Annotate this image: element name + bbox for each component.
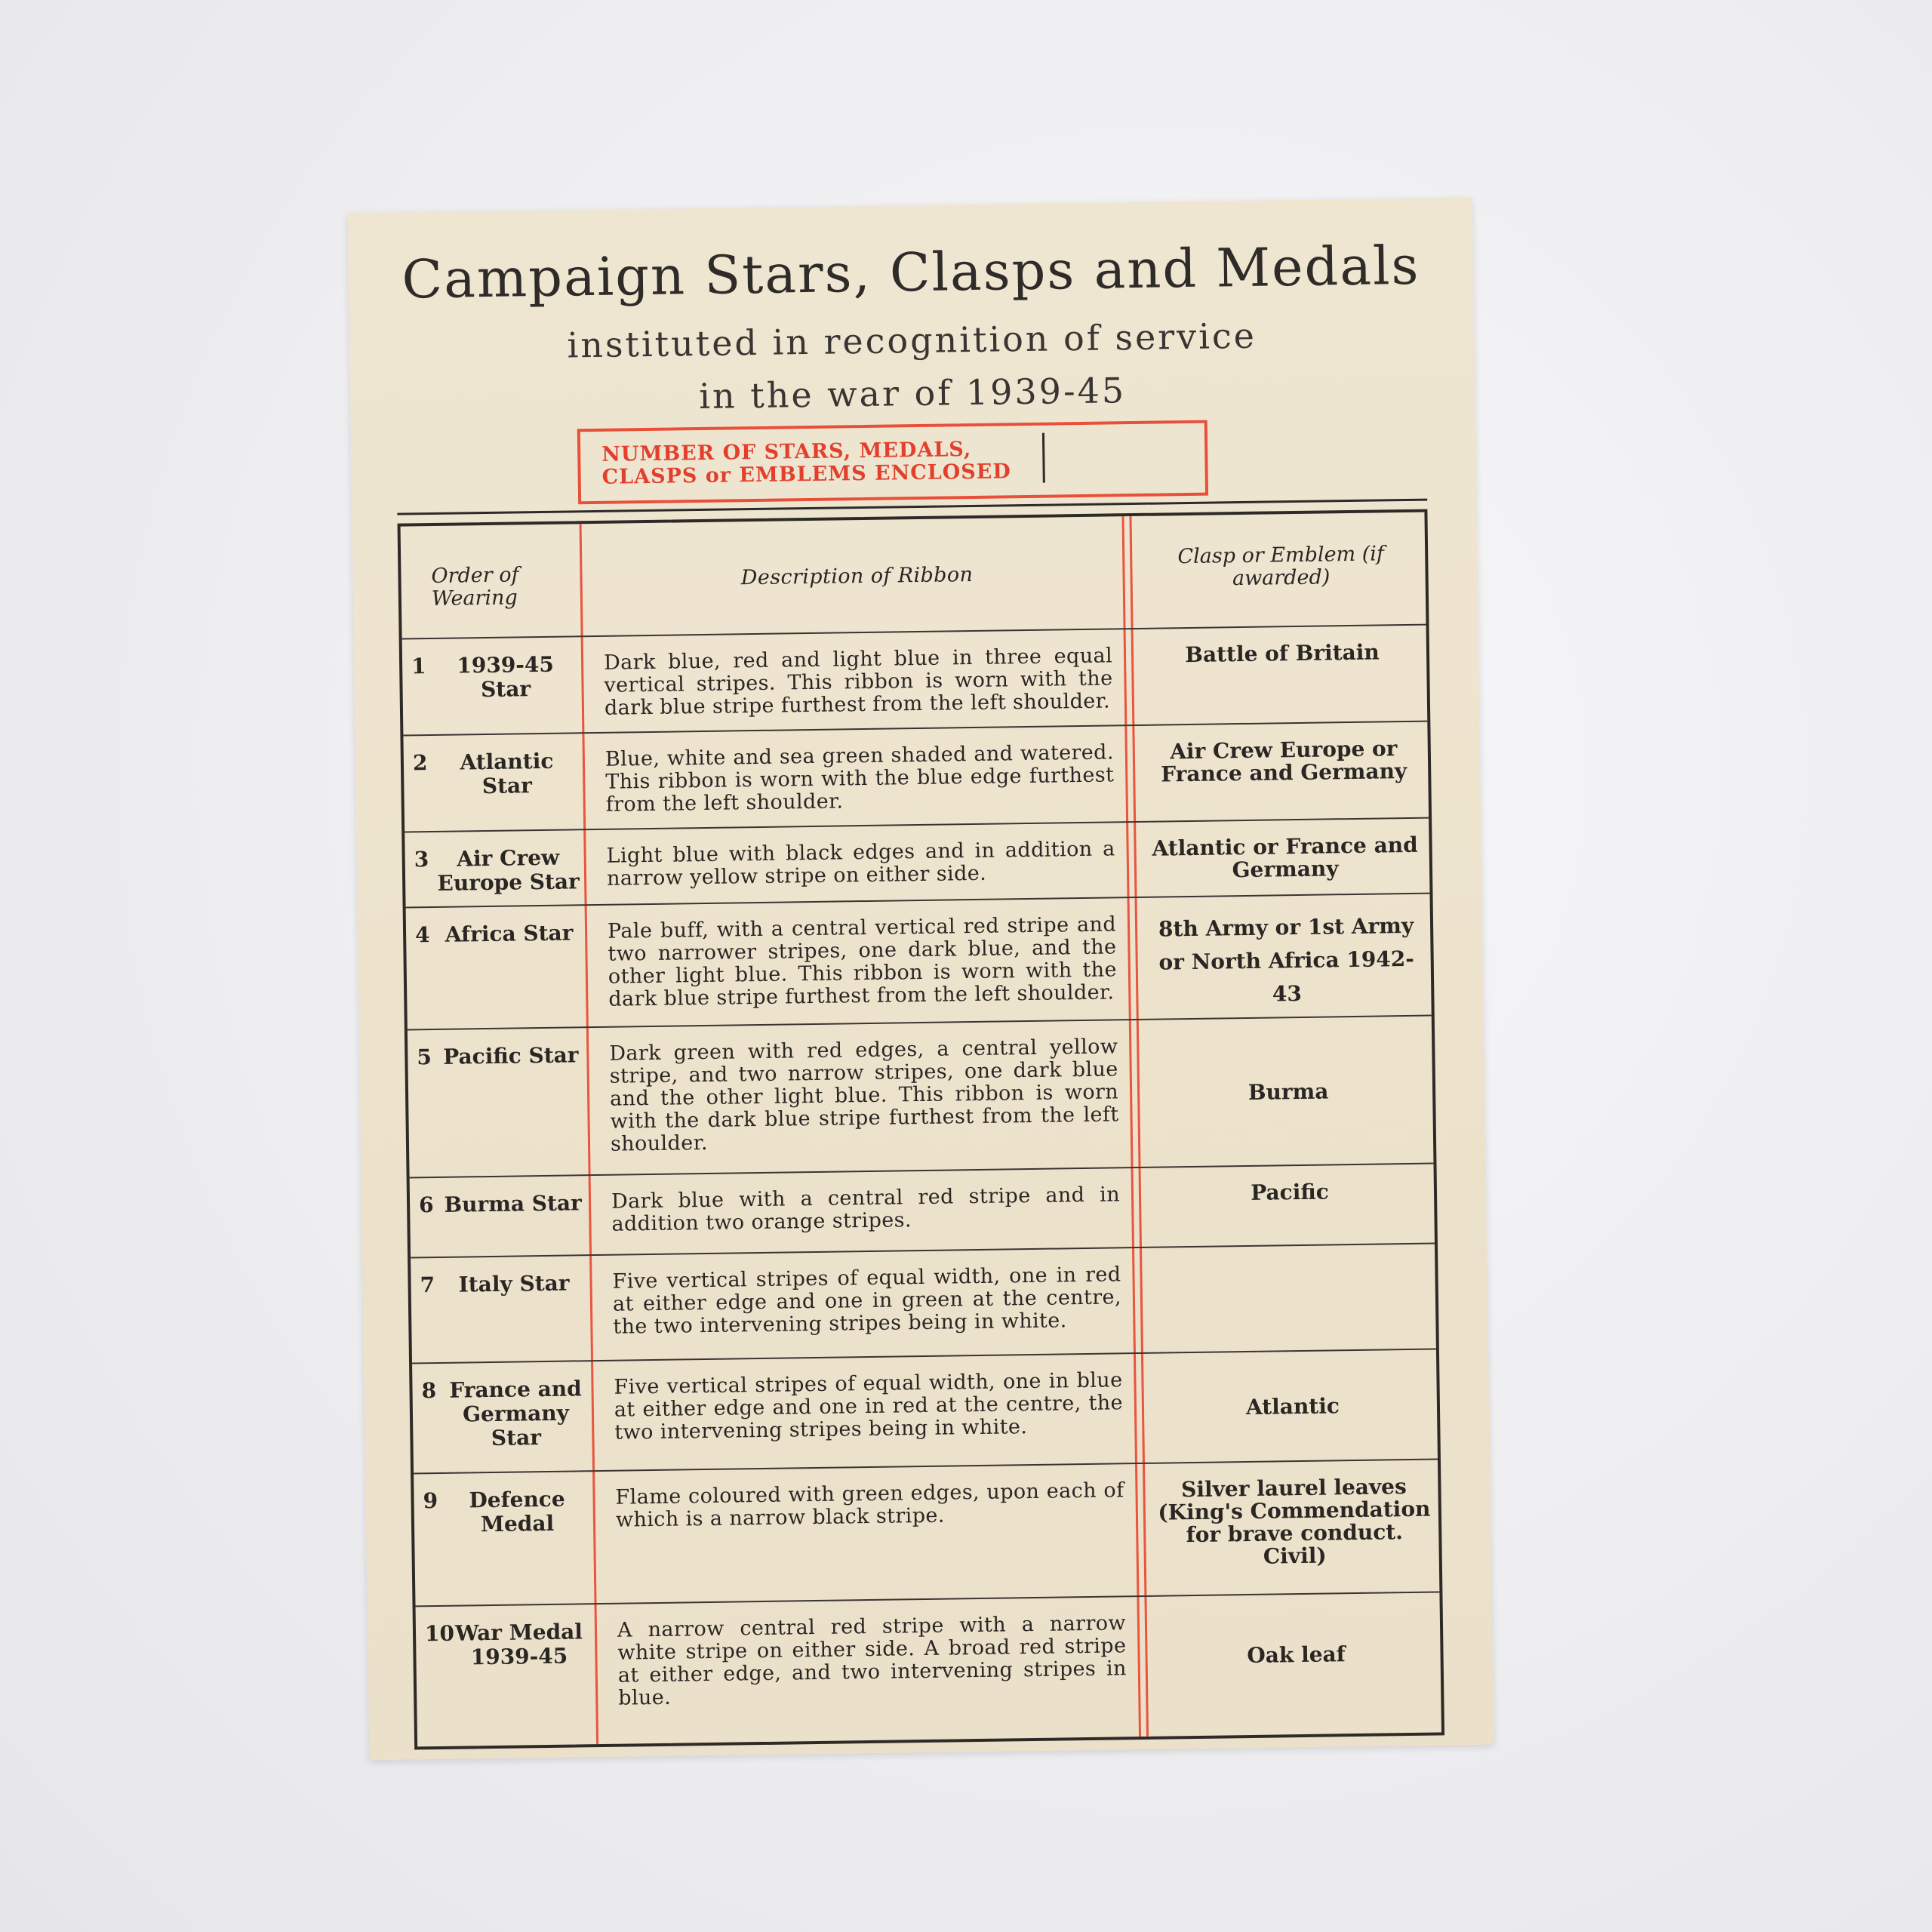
table-row xyxy=(405,819,1429,909)
document-subtitle-line1: instituted in recognition of service xyxy=(567,315,1257,366)
row-number: 9 xyxy=(423,1488,438,1514)
medals-table xyxy=(398,509,1445,1750)
clasp-or-emblem: Battle of Britain xyxy=(1185,639,1380,668)
document-title: Campaign Stars, Clasps and Medals xyxy=(401,234,1420,311)
medal-name: War Medal 1939-45 xyxy=(454,1619,583,1670)
order-of-wearing xyxy=(406,906,586,947)
header-order-of-wearing: Order of Wearing xyxy=(431,563,519,611)
enclosed-count-label: NUMBER OF STARS, MEDALS, CLASPS or EMBLEMS ENCLOSED xyxy=(601,437,1011,489)
ribbon-description: Flame coloured with green edges, upon each of which is a narrow black stripe. xyxy=(615,1478,1124,1532)
clasp-or-emblem: Burma xyxy=(1247,1078,1329,1105)
clasp-or-emblem: Air Crew Europe or France and Germany xyxy=(1161,736,1407,787)
clasp-or-emblem xyxy=(1144,1244,1437,1263)
order-of-wearing xyxy=(405,830,584,896)
table-row xyxy=(408,1017,1434,1179)
clasp-or-emblem: Atlantic or France and Germany xyxy=(1152,832,1418,883)
ribbon-description: Five vertical stripes of equal width, one in red at either edge and one in green at the centre, the two intervening stripes being in white. xyxy=(612,1263,1122,1339)
table-row xyxy=(416,1592,1441,1746)
clasp-or-emblem: Atlantic xyxy=(1245,1393,1340,1420)
table-header-row xyxy=(401,512,1426,640)
row-number: 6 xyxy=(418,1192,434,1218)
document-subtitle-line2: in the war of 1939-45 xyxy=(698,370,1127,417)
medal-name: Atlantic Star xyxy=(460,748,554,799)
ribbon-description: A narrow central red stripe with a narrow white stripe on either side. A broad red stripe at either edge, and two intervening stripes in blue. xyxy=(617,1611,1128,1710)
row-number: 2 xyxy=(412,750,428,776)
order-of-wearing xyxy=(408,1028,587,1069)
table-row xyxy=(406,894,1432,1031)
row-number: 10 xyxy=(424,1620,455,1647)
table-row xyxy=(402,626,1428,737)
row-number: 8 xyxy=(421,1378,437,1404)
medal-name: Defence Medal xyxy=(469,1486,565,1537)
order-of-wearing xyxy=(412,1361,592,1451)
order-of-wearing xyxy=(403,734,583,799)
clasp-or-emblem: Pacific xyxy=(1250,1179,1329,1205)
enclosed-count-divider xyxy=(1042,433,1045,483)
row-number: 4 xyxy=(414,922,430,948)
medal-name: Air Crew Europe Star xyxy=(437,844,580,896)
order-of-wearing xyxy=(416,1604,595,1670)
medal-name: France and Germany Star xyxy=(449,1376,582,1451)
row-number: 1 xyxy=(411,654,426,679)
order-of-wearing xyxy=(414,1472,593,1537)
ribbon-description: Five vertical stripes of equal width, one in blue at either edge and one in red at the centre, the two intervening stripes being in white. xyxy=(614,1368,1124,1444)
ribbon-description: Dark blue, red and light blue in three equal vertical stripes. This ribbon is worn with the dark blue stripe furthest from the left shoulder. xyxy=(603,644,1113,720)
medal-name: 1939-45 Star xyxy=(457,651,555,703)
medal-name: Italy Star xyxy=(458,1270,570,1297)
ribbon-description: Dark blue with a central red stripe and in addition two orange stripes. xyxy=(611,1183,1121,1236)
order-of-wearing xyxy=(402,637,582,703)
ribbon-description: Pale buff, with a central vertical red stripe and two narrower stripes, one dark blue, and the other light blue. This ribbon is worn with the dark blue stripe furthest from the left shoulder. xyxy=(607,912,1118,1011)
enclosed-count-box xyxy=(577,420,1208,505)
row-number: 3 xyxy=(414,847,429,872)
order-of-wearing xyxy=(410,1176,589,1217)
medal-name: Africa Star xyxy=(445,920,574,947)
row-number: 5 xyxy=(417,1044,432,1070)
ribbon-description: Blue, white and sea green shaded and watered. This ribbon is worn with the blue edge furthest from the left shoulder. xyxy=(605,740,1115,817)
clasp-or-emblem: Oak leaf xyxy=(1247,1641,1346,1669)
header-description-of-ribbon: Description of Ribbon xyxy=(740,562,974,590)
table-row xyxy=(411,1244,1436,1364)
medal-name: Burma Star xyxy=(444,1190,583,1217)
order-of-wearing xyxy=(411,1256,590,1297)
table-row xyxy=(410,1164,1435,1259)
ribbon-description: Dark green with red edges, a central yellow stripe, and two narrow stripes, one dark blue and the other light blue. This ribbon is worn with the dark blue stripe furthest from the left shoulder. xyxy=(609,1035,1119,1156)
ribbon-description: Light blue with black edges and in addition a narrow yellow stripe on either side. xyxy=(606,837,1115,891)
clasp-or-emblem: Silver laurel leaves (King's Commendation for brave conduct. Civil) xyxy=(1158,1474,1431,1569)
table-row xyxy=(403,722,1429,833)
table-row xyxy=(412,1350,1438,1475)
row-number: 7 xyxy=(420,1272,435,1298)
medal-name: Pacific Star xyxy=(442,1042,579,1069)
header-clasp-or-emblem: Clasp or Emblem (if awarded) xyxy=(1177,542,1385,591)
document-sheet xyxy=(348,198,1494,1761)
clasp-or-emblem: 8th Army or 1st Army or North Africa 1942-43 xyxy=(1158,912,1415,1007)
table-row xyxy=(414,1460,1439,1607)
